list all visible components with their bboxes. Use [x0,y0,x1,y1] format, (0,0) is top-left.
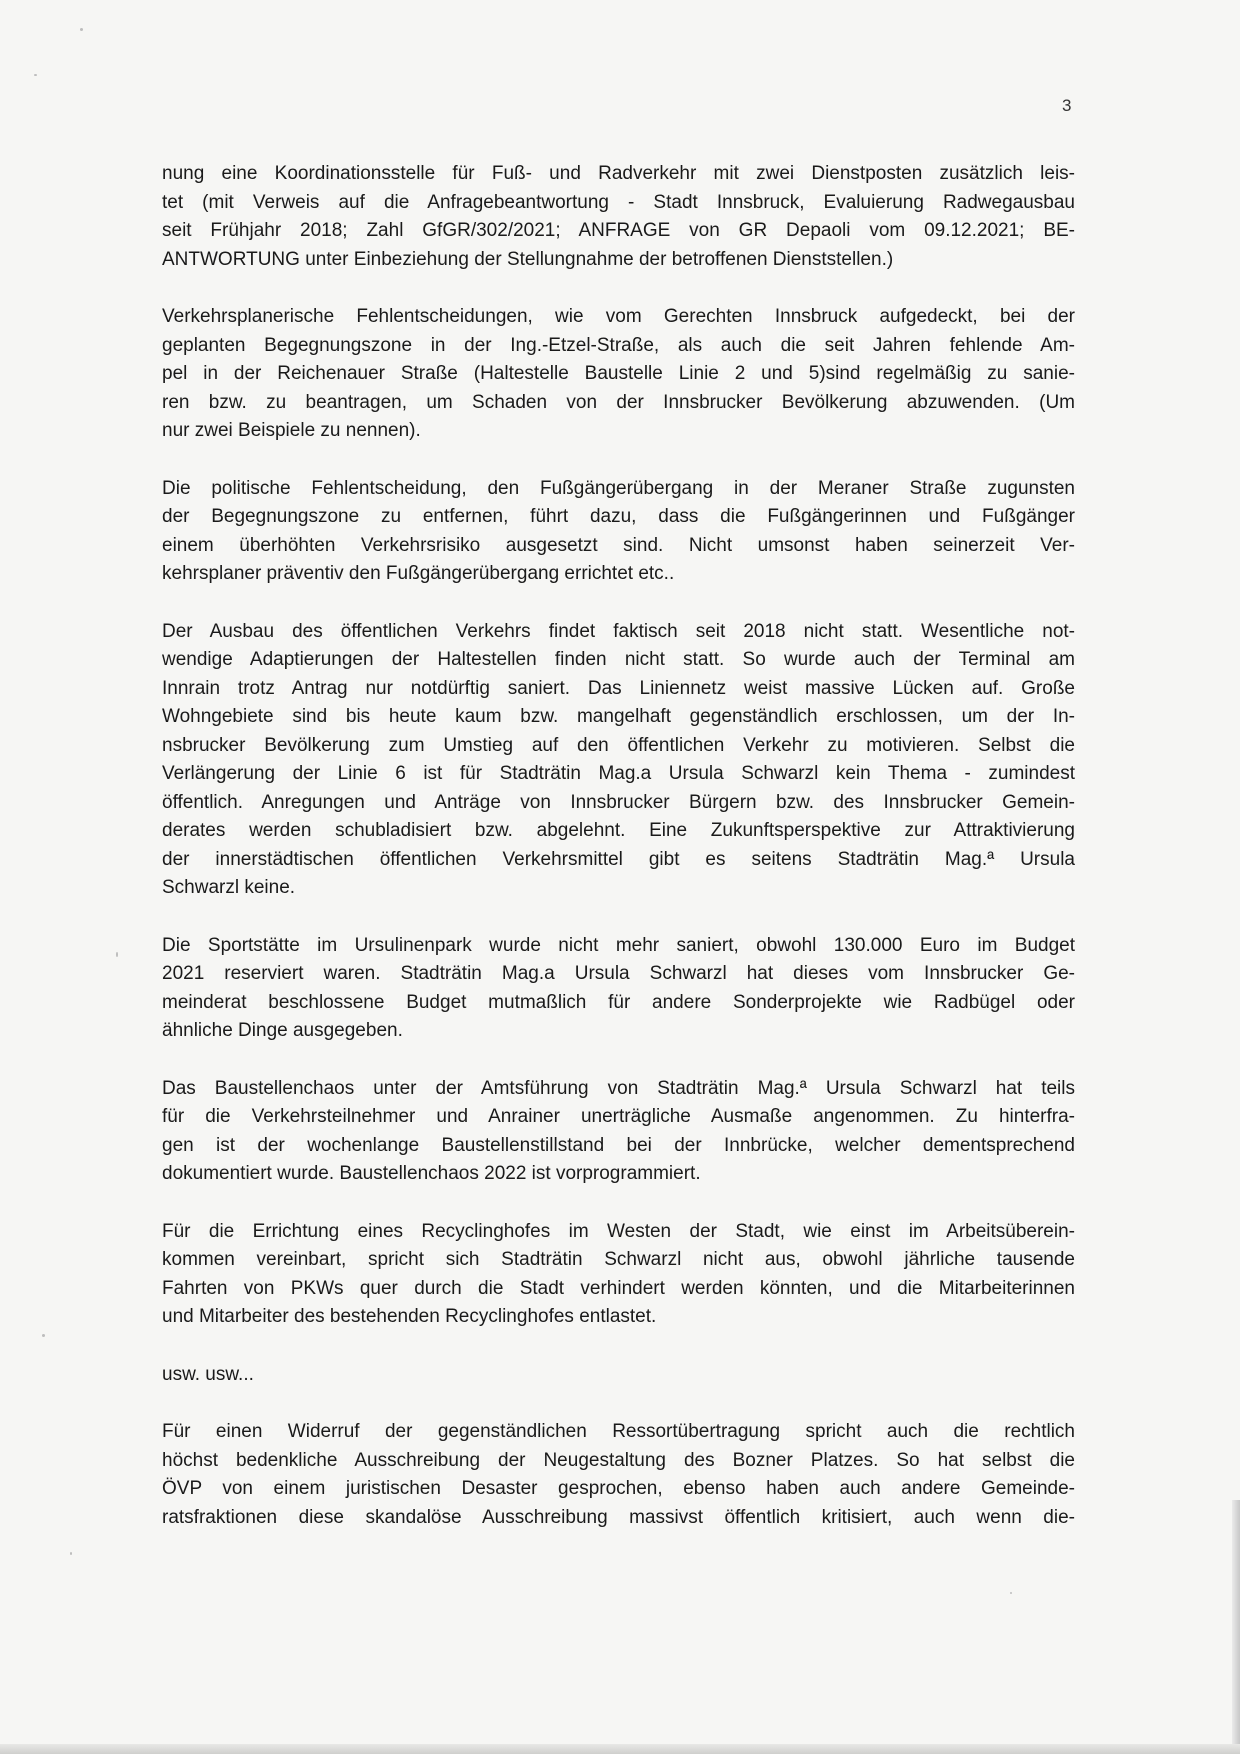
text-line: öffentlich. Anregungen und Anträge von Innsbrucker Bürgern bzw. des Innsbrucker Gemein- [162,791,1075,813]
text-line: höchst bedenkliche Ausschreibung der Neugestaltung des Bozner Platzes. So hat selbst die [162,1449,1075,1471]
text-line: pel in der Reichenauer Straße (Haltestelle Baustelle Linie 2 und 5)sind regelmäßig zu sanie- [162,363,1075,384]
text-line: Für die Errichtung eines Recyclinghofes im Westen der Stadt, wie einst im Arbeitsüberein- [162,1220,1075,1242]
text-line: Innrain trotz Antrag nur notdürftig saniert. Das Liniennetz weist massive Lücken auf. Große [162,677,1075,699]
text-line: der innerstädtischen öffentlichen Verkehrsmittel gibt es seitens Stadträtin Mag.ª Ursula [162,848,1075,870]
text-line: usw. usw... [162,1363,254,1385]
text-line: Die Sportstätte im Ursulinenpark wurde nicht mehr saniert, obwohl 130.000 Euro im Budget [162,934,1075,956]
paragraph [162,932,1075,1046]
text-line: Für einen Widerruf der gegenständlichen Ressortübertragung spricht auch die rechtlich [162,1421,1075,1442]
text-line: und Mitarbeiter des bestehenden Recyclinghofes entlastet. [162,1306,657,1327]
scan-speck [116,952,118,957]
text-line: 2021 reserviert waren. Stadträtin Mag.a Ursula Schwarzl hat dieses vom Innsbrucker Ge- [162,963,1075,984]
text-line: dokumentiert wurde. Baustellenchaos 2022 ist vorprogrammiert. [162,1163,701,1184]
text-line: einem überhöhten Verkehrsrisiko ausgesetzt sind. Nicht umsonst haben seinerzeit Ver- [162,534,1075,556]
text-line: nsbrucker Bevölkerung zum Umstieg auf den öffentlichen Verkehr zu motivieren. Selbst die [162,734,1075,756]
text-line: Verkehrsplanerische Fehlentscheidungen, wie vom Gerechten Innsbruck aufgedeckt, bei der [162,306,1075,327]
text-line: nur zwei Beispiele zu nennen). [162,420,421,441]
text-line: tet (mit Verweis auf die Anfragebeantwortung - Stadt Innsbruck, Evaluierung Radwegausbau [162,191,1075,213]
text-line: kehrsplaner präventiv den Fußgängerübergang errichtet etc.. [162,563,675,584]
text-line: ren bzw. zu beantragen, um Schaden von der Innsbrucker Bevölkerung abzuwenden. (Um [162,391,1075,413]
text-line: meinderat beschlossene Budget mutmaßlich für andere Sonderprojekte wie Radbügel oder [162,991,1075,1013]
paragraph [162,160,1075,274]
page-number: 3 [1062,96,1072,115]
scan-speck [34,74,37,76]
scan-speck [42,1334,45,1337]
text-line: wendige Adaptierungen der Haltestellen finden nicht statt. So wurde auch der Terminal am [162,649,1075,670]
text-line: für die Verkehrsteilnehmer und Anrainer unerträgliche Ausmaße angenommen. Zu hinterfra- [162,1106,1075,1127]
text-line: ÖVP von einem juristischen Desaster gesprochen, ebenso haben auch andere Gemeinde- [162,1478,1075,1499]
paragraph [162,1361,1075,1390]
paragraph [162,1218,1075,1332]
text-line: Das Baustellenchaos unter der Amtsführung von Stadträtin Mag.ª Ursula Schwarzl hat teils [162,1077,1075,1099]
text-line: Wohngebiete sind bis heute kaum bzw. mangelhaft gegenständlich erschlossen, um der In- [162,706,1075,727]
text-line: Die politische Fehlentscheidung, den Fußgängerübergang in der Meraner Straße zugunsten [162,477,1075,499]
paragraph [162,1075,1075,1189]
scan-speck [70,1552,72,1555]
scan-edge-shadow [1232,1500,1240,1754]
text-line: ähnliche Dinge ausgegeben. [162,1020,403,1041]
scan-edge-shadow [0,1744,1240,1754]
text-line: Schwarzl keine. [162,877,296,898]
text-line: nung eine Koordinationsstelle für Fuß- und Radverkehr mit zwei Dienstposten zusätzlich leis- [162,163,1075,184]
text-line: gen ist der wochenlange Baustellenstillstand bei der Innbrücke, welcher dementsprechend [162,1134,1075,1156]
text-line: ANTWORTUNG unter Einbeziehung der Stellungnahme der betroffenen Dienststellen.) [162,248,894,270]
text-line: Der Ausbau des öffentlichen Verkehrs findet faktisch seit 2018 nicht statt. Wesentliche not- [162,620,1075,642]
paragraph [162,618,1075,903]
paragraph [162,303,1075,446]
text-line: derates werden schubladisiert bzw. abgelehnt. Eine Zukunftsperspektive zur Attraktivierung [162,820,1075,841]
text-line: ratsfraktionen diese skandalöse Ausschreibung massivst öffentlich kritisiert, auch wenn die- [162,1506,1075,1528]
paragraph [162,1418,1075,1532]
scan-speck [80,28,83,31]
text-line: Verlängerung der Linie 6 ist für Stadträtin Mag.a Ursula Schwarzl kein Thema - zumindest [162,763,1075,784]
text-line: kommen vereinbart, spricht sich Stadträtin Schwarzl nicht aus, obwohl jährliche tausende [162,1249,1075,1270]
text-line: Fahrten von PKWs quer durch die Stadt verhindert werden könnten, und die Mitarbeiterinnen [162,1277,1075,1299]
paragraph [162,475,1075,589]
scan-speck [1010,1592,1012,1594]
document-body [162,160,1075,1561]
text-line: der Begegnungszone zu entfernen, führt dazu, dass die Fußgängerinnen und Fußgänger [162,506,1075,527]
text-line: geplanten Begegnungszone in der Ing.-Etzel-Straße, als auch die seit Jahren fehlende Am- [162,334,1075,356]
text-line: seit Frühjahr 2018; Zahl GfGR/302/2021; ANFRAGE von GR Depaoli vom 09.12.2021; BE- [162,220,1075,241]
